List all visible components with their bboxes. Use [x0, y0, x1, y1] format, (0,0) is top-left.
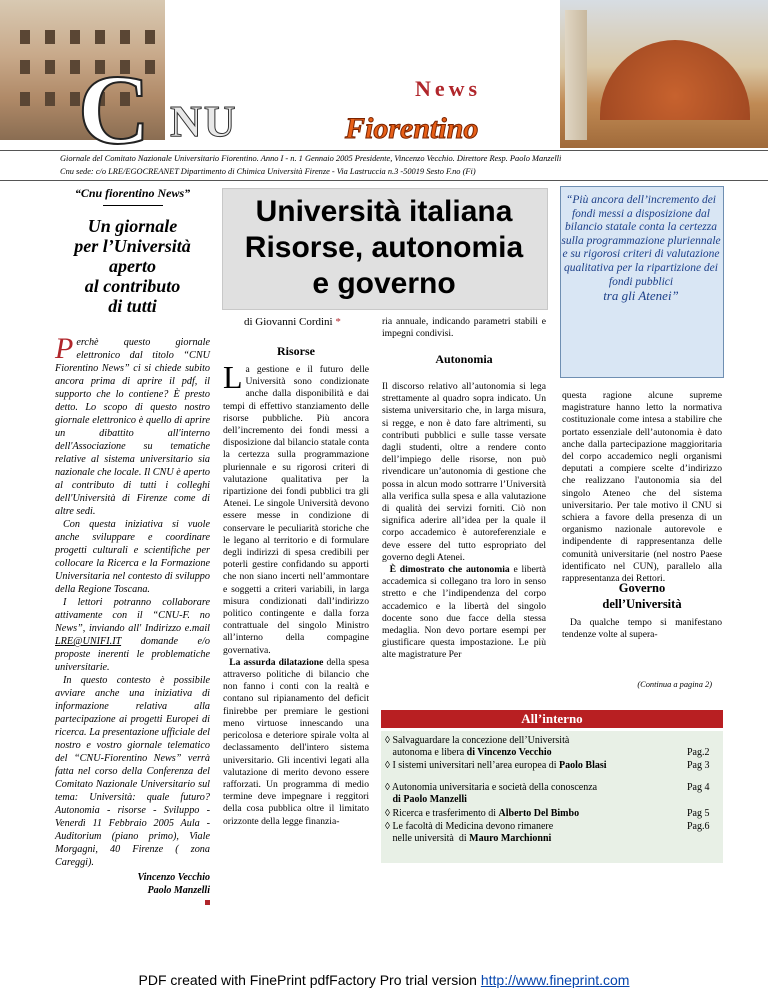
logo-nu: NU [170, 97, 238, 146]
article-column: Da qualche tempo si manifestano tendenze volte al supera- [562, 617, 722, 641]
article-paragraph: a gestione e il futuro delle Università sono condizionate anche dalla disponibilità e dai tempi di effettivo stanziamento delle risorse pubbliche. Più ancora dell’incremento dei fondi messi a disposizione dal bilancio statale conta la certezza sulla programmazione pluriennale e su rigorosi criteri di valutazione qualitativa per la ripartizione dei fondi pubblici tra gli Atenei. Le singole Università devono essere messe in condizione di conservare le peculiarità storiche che le legano al territorio e di formulare degli indirizzi di spesa credibili per poterli gestire confidando su apporti che non siano incerti nell’ammontare e soggetti a criteri variabili, in larga misura condizionati dall’indirizzo politico contingente e dalla forza contrattuale del singolo Ministro all’interno della compagine governativa. [223, 364, 369, 656]
contents-title: ◊ Ricerca e trasferimento di [385, 808, 499, 819]
editorial-headline-line: al contributo [84, 276, 181, 296]
editorial-headline [55, 216, 210, 316]
end-mark [205, 900, 210, 905]
pull-quote-text: “Più ancora dell’incremento dei fondi messi a disposizione dal bilancio statale conta la certezza sulla programmazione pluriennale e su rigorosi criteri di valutazione qualitativa per la ripartizione dei fondi pubblici [561, 194, 721, 288]
masthead [0, 0, 768, 148]
contents-title: nelle università di [385, 833, 470, 845]
headline-line: Università italiana [255, 195, 513, 228]
logo-c: C [78, 54, 151, 148]
editorial-headline-line: aperto [109, 256, 156, 276]
pdf-footer [0, 972, 768, 988]
article-emphasis: La assurda dilatazione [229, 656, 324, 668]
headline-line: e governo [312, 267, 456, 300]
footer-text: PDF created with FinePrint pdfFactory Pro trial version [138, 972, 481, 988]
section-heading [562, 580, 722, 612]
contents-page: Pag 5 [687, 808, 710, 819]
header-rule-bottom [0, 180, 768, 181]
article-column: ria annuale, indicando parametri stabili e impegni condivisi. [382, 316, 546, 340]
article-emphasis: È dimostrato che autonomia [389, 564, 510, 576]
editorial-paragraph: In questo contesto è possibile avviare anche una iniziativa di informazione relativa alla partecipazione ai progetti Europei di ricerca. La presentazione ufficiale del nostro e vostro giornale telematico del “CNU-Fiorentino News” verrà fatta nel corso della Conferenza del Comitato Nazionale Universitario sul tema: Università: quale futuro? Autonomia - risorse - Sviluppo - Venerdì 11 Febbraio 2005 Aula - Auditorium (piano primo), Viale Morgagni, 40 Firenze ( zona Careggi). [55, 675, 210, 868]
section-heading-line: dell’Università [602, 597, 682, 611]
article-column [382, 381, 546, 662]
editorial-paragraph: Con questa iniziativa si vuole anche sviluppare e coordinare progetti culturali e scientifiche per collocare la Ricerca e la Formazione Universitaria nel contesto di sviluppo della Regione Toscana. [55, 519, 210, 595]
author-note-mark: * [332, 316, 341, 328]
contents-title: ◊ Le facoltà di Medicina devono rimanere [385, 821, 554, 832]
contents-author: di Paolo Manzelli [392, 794, 467, 806]
editorial-column [55, 186, 210, 905]
contents-title [385, 794, 393, 805]
publication-line: Giornale del Comitato Nazionale Universitario Fiorentino. Anno I - n. 1 Gennaio 2005 Presidente, Vincenzo Vecchio. Direttore Resp. Paolo Manzelli [60, 154, 562, 163]
header-rule [0, 150, 768, 151]
contents-title: ◊ Salvaguardare la concezione dell’Università [385, 735, 570, 746]
contents-title: ◊ Autonomia universitaria e società della conoscenza [385, 782, 598, 793]
byline [244, 316, 341, 328]
contents-page: Pag 4 [687, 782, 710, 793]
campanile-shape [565, 10, 587, 140]
editorial-tag: “Cnu fiorentino News” [74, 186, 191, 200]
headline-line: Risorse, autonomia [244, 231, 524, 264]
contents-author: Mauro Marchionni [469, 833, 552, 845]
signature: Vincenzo Vecchio [137, 872, 210, 883]
contents-title: ◊ I sistemi universitari nell’area europea di [385, 760, 560, 771]
article-paragraph: e libertà accademica si collegano tra loro in senso stretto e che l’indipendenza del corpo accademico e la libertà del singolo docente sono due facce della stessa medaglia. Non devo portare esempi per giustificare questa impostazione. Le più alte magistrature Per [382, 564, 547, 661]
email-link[interactable]: LRE@UNIFI.IT [55, 636, 122, 647]
signatures [55, 871, 210, 905]
author: di Giovanni Cordini [244, 316, 333, 328]
editorial-text [55, 332, 210, 869]
article-column: questa ragione alcune supreme magistrature hanno letto la normativa costituzionale come intesa a stabilire che portato essenziale dell’autonomia è dato anche dalla partecipazione maggioritaria del corpo accademico negli organismi deputati a compiere scelte d’indirizzo che realizzano l'autonomia sia del singolo Ateneo che del sistema universitario. Per tale motivo il CNU si schiera a favore della presenza di un organismo nazionale autorevole e indipendente di rappresentanza delle comunità universitarie (nel nostro Paese identificato nel CUN), parallelo alla rappresentanza dei Rettori. [562, 390, 722, 585]
publication-info [60, 152, 760, 178]
editorial-paragraph: erchè questo giornale elettronico dal titolo “CNU Fiorentino News” ci si chiede subito ancora prima di aprire il pdf, il supporto che lo contiene? È presto detto. Lo scopo di questo nostro giornale elettronico è quello di aprire un dibattito all'interno dell'Associazione su tematiche relative al sistema universitario sia nazionale che locale. Il CNU è aperto al contributo di tutti i colleghi dell'Università di Firenze come di altre sedi. [55, 337, 210, 517]
editorial-paragraph: I lettori potranno collaborare attivamente con il “CNU-F. no News”, inviando all' Indirizzo e.mail [55, 597, 210, 634]
logo-news: News [415, 76, 482, 101]
editorial-separator [103, 205, 163, 206]
contents-header: All’interno [381, 710, 723, 728]
article-paragraph: Il discorso relativo all’autonomia si lega strettamente al quadro sopra indicato. Un sistema universitario che, in larga misura, si regge, e non è dato fare altrimenti, su contributi pubblici e sulle tasse versate dagli studenti, oltre a rendere conto dell’impiego delle risorse, non può rivendicare un’autonomia di gestione che possa in alcun modo sottrarre l’Università alla verifica sulla spesa e alla valutazione di qualità dei servizi forniti. Ciò non significa aderire all’idea per la quale il corpo accademico è autoreferenziale e deve essere del tutto espropriato del governo degli Atenei. [382, 381, 546, 563]
address-line: Cnu sede: c/o LRE/EGOCREANET Dipartimento di Chimica Università Firenze - Via Lastruccia n.3 -50019 Sesto F.no (Fi) [60, 167, 476, 176]
continued-note: (Continua a pagina 2) [637, 680, 712, 689]
section-heading: Risorse [277, 344, 315, 358]
editorial-headline-line: di tutti [108, 296, 157, 316]
main-headline [222, 194, 546, 302]
signature: Paolo Manzelli [147, 885, 210, 896]
section-heading-line: Governo [618, 581, 666, 595]
pull-quote [560, 194, 722, 305]
pull-quote-end: tra gli Atenei” [603, 288, 679, 304]
contents-author: Alberto Del Bimbo [498, 808, 580, 819]
fineprint-link[interactable]: http://www.fineprint.com [480, 972, 630, 988]
contents-author: di Vincenzo Vecchio [466, 747, 552, 759]
contents-page: Pag.6 [687, 821, 710, 832]
article-paragraph: della spesa attraverso politiche di bilancio che non fanno i conti con la realtà e contano sul ripianamento del deficit finirebbe per premiare le gestioni meno virtuose innescando una pericolosa e deteriore spirale volta al declassamento dell'intero sistema universitario. Gli incentivi legati alla valutazione di merito devono essere rafforzati. Un programma di medio termine deve impegnare i reggitori della cosa pubblica oltre il limitato orizzonte della legge finanzia- [223, 656, 369, 827]
editorial-headline-line: Un giornale [87, 216, 178, 236]
drop-cap: P [55, 332, 74, 365]
contents-author: Paolo Blasi [559, 760, 607, 771]
editorial-headline-line: per l’Università [74, 236, 191, 256]
contents-title: autonoma e libera [385, 747, 467, 759]
logo-fiorentino: Fiorentino [345, 112, 479, 145]
drop-cap: L [223, 359, 243, 395]
section-heading: Autonomia [435, 352, 493, 366]
editorial-paragraph: domande e/o proposte inerenti le problematiche universitarie. [55, 636, 210, 673]
article-column [223, 359, 369, 828]
contents-page: Pag.2 [687, 747, 710, 758]
contents-page: Pag 3 [687, 760, 710, 771]
